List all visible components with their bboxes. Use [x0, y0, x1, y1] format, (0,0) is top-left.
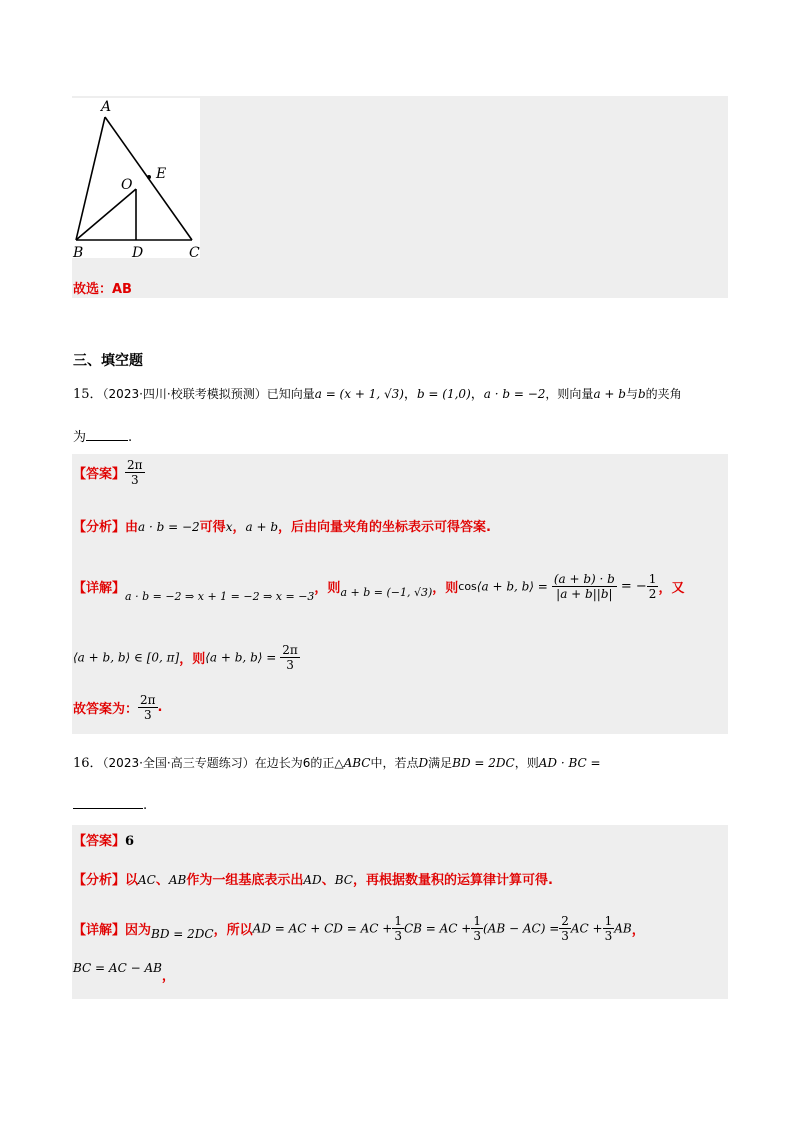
q14-conclusion: 故选：AB [73, 282, 132, 297]
q15-analysis-math: a · b = −2 [138, 520, 200, 534]
q15-half-num: 1 [648, 572, 657, 586]
q15-text2: ，则向量 [545, 387, 594, 401]
q16-D: D [418, 756, 429, 770]
q16-detail-expr2: CB = AC + [403, 921, 472, 936]
q15-text3: 与 [625, 387, 638, 401]
q16-answer: 6 [125, 834, 135, 849]
q15-analysis-label: 【分析】由 [73, 520, 139, 535]
q15-vec-b: b = (1,0) [416, 387, 471, 401]
q16-analysis-end: ，再根据数量积的运算律计算可得. [352, 873, 553, 888]
q15-cos-eq: = − [620, 579, 647, 594]
q16-f1-den: 3 [394, 929, 402, 943]
q15-cos-arg: ⟨a + b, b⟩ = [476, 579, 548, 594]
q15-ze3: ，则 [179, 652, 206, 667]
q16-f2-den: 3 [473, 929, 481, 943]
q15-number: 15． [73, 387, 103, 402]
q16-f4 [603, 914, 615, 943]
label-A: A [101, 99, 112, 115]
triangle-figure [72, 98, 200, 258]
q15-line2-post: . [128, 430, 133, 445]
q15-r-num: 2π [282, 643, 298, 657]
q15-answer-num: 2π [127, 458, 143, 472]
q15-detail-ze1: ，则 [314, 581, 341, 596]
q16-detail-expr3: (AB − AC) = [483, 921, 560, 936]
triangle-diagram [72, 98, 200, 258]
q16-mid: 中，若点 [370, 756, 419, 770]
q16-line2-post: . [143, 798, 148, 813]
q16-detail-row2 [73, 961, 175, 984]
label-E: E [156, 166, 167, 182]
q15-analysis-sum: a + b [245, 520, 279, 534]
q16-f1 [392, 914, 404, 943]
q16-detail-cond: BD = 2DC [151, 927, 214, 941]
q16-number: 16． [73, 756, 103, 771]
q15-answer-frac [125, 458, 145, 487]
q16-bc-line: BC = AC − AB [73, 961, 162, 975]
q15-final-num: 2π [140, 693, 156, 707]
q15-final-label: 故答案为： [73, 702, 139, 717]
section-heading: 三、填空题 [73, 353, 143, 369]
q16-f4-den: 3 [604, 929, 613, 943]
q16-answer-row [73, 830, 134, 849]
q16-tri: △ABC [334, 756, 371, 770]
q16-f4-num: 1 [604, 914, 613, 928]
q15-final-dot: . [157, 700, 163, 715]
q15-detail-label: 【详解】 [73, 581, 126, 596]
q16-detail-expr1: AD = AC + CD = AC + [252, 921, 393, 936]
q15-answer-label: 【答案】 [73, 467, 126, 482]
q15-analysis-end: ，后由向量夹角的坐标表示可得答案. [278, 520, 491, 535]
q15-cos-den: |a + b||b| [556, 587, 613, 601]
q16-expr: AD · BC = [538, 756, 601, 770]
q15-dot: a · b = −2 [483, 387, 546, 401]
q15-sep1: ， [403, 387, 417, 402]
q15-cos-frac [552, 572, 617, 601]
q16-bc-comma: ， [161, 969, 175, 984]
q16-f3-den: 3 [561, 929, 569, 943]
q15-half-frac [647, 572, 659, 601]
q16-then: ，则 [514, 756, 539, 770]
q15-line2-pre: 为 [73, 430, 87, 445]
q15-cos-num: (a + b) · b [553, 572, 615, 586]
q15-stem-line2 [73, 426, 132, 445]
q15-range2: ⟨a + b, b⟩ = [205, 650, 277, 665]
q16-f2-num: 1 [473, 914, 481, 928]
q15-final-frac [138, 693, 158, 722]
label-D: D [132, 245, 144, 258]
q15-detail-math1: a · b = −2 ⇒ x + 1 = −2 ⇒ x = −3 [125, 590, 315, 603]
q16-bc: BC [334, 873, 353, 887]
q16-dun2: 、 [321, 873, 335, 888]
q16-detail-expr4: AC + [570, 921, 603, 936]
q16-ab: AB [168, 873, 187, 887]
q16-detail-label: 【详解】因为 [73, 923, 152, 938]
q15-you: ，又 [658, 581, 685, 596]
label-B: B [73, 245, 84, 258]
q16-mid-text: 作为一组基底表示出 [186, 873, 304, 888]
q15-text4: 的夹角 [645, 387, 682, 401]
q16-f1-num: 1 [394, 914, 402, 928]
q16-analysis-row [73, 869, 553, 888]
q15-b: b [637, 387, 646, 401]
q15-answer-row [73, 458, 145, 487]
q16-f3-num: 2 [561, 914, 569, 928]
q15-analysis-x: x [225, 520, 233, 534]
q15-sum: a + b [593, 387, 626, 401]
q15-vec-a: a = (x + 1, √3) [314, 387, 404, 401]
q15-detail-math2: a + b = (−1, √3) [340, 586, 433, 599]
q16-ad: AD [303, 873, 322, 887]
q15-answer-den: 3 [130, 473, 139, 487]
q16-stem-line1 [73, 752, 601, 771]
label-C: C [189, 245, 200, 258]
q15-r-den: 3 [286, 658, 294, 672]
q15-final-row [73, 693, 163, 722]
q16-f3 [559, 914, 571, 943]
q16-detail-expr5: AB [614, 921, 632, 936]
q16-cond: BD = 2DC [452, 756, 515, 770]
q16-detail-suo: ，所以 [213, 923, 253, 938]
q15-range-frac [280, 643, 300, 672]
q16-answer-blank [73, 808, 143, 809]
q16-source: （2023·全国·高三专题练习）在边长为6的正 [102, 756, 335, 770]
q15-detail-row1 [73, 572, 684, 603]
q15-sep2: ， [470, 387, 484, 402]
q15-detail-ze2: ，则 [432, 581, 459, 596]
q15-range: ⟨a + b, b⟩ ∈ [0, π] [73, 650, 180, 665]
q15-cos: cos [458, 580, 477, 593]
q16-detail-comma: ， [631, 923, 645, 938]
label-O: O [121, 177, 133, 193]
q16-stem-line2 [73, 798, 147, 813]
q16-dun: 、 [155, 873, 169, 888]
q15-analysis-row [73, 516, 491, 535]
q15-final-den: 3 [143, 708, 152, 722]
q15-source: （2023·四川·校联考模拟预测）已知向量 [102, 387, 315, 401]
q15-detail-row2 [73, 643, 300, 672]
q16-f2 [471, 914, 483, 943]
q16-detail-row1 [73, 914, 645, 943]
q16-answer-label: 【答案】 [73, 834, 126, 849]
q16-analysis-label: 【分析】以 [73, 873, 139, 888]
q15-half-den: 2 [648, 587, 657, 601]
q15-analysis-comma: ， [232, 520, 246, 535]
q16-satisfy: 满足 [428, 756, 453, 770]
q16-ac: AC [138, 873, 156, 887]
q15-answer-blank [86, 440, 128, 441]
q15-analysis-mid: 可得 [199, 520, 226, 535]
q15-stem-line1 [73, 383, 682, 402]
